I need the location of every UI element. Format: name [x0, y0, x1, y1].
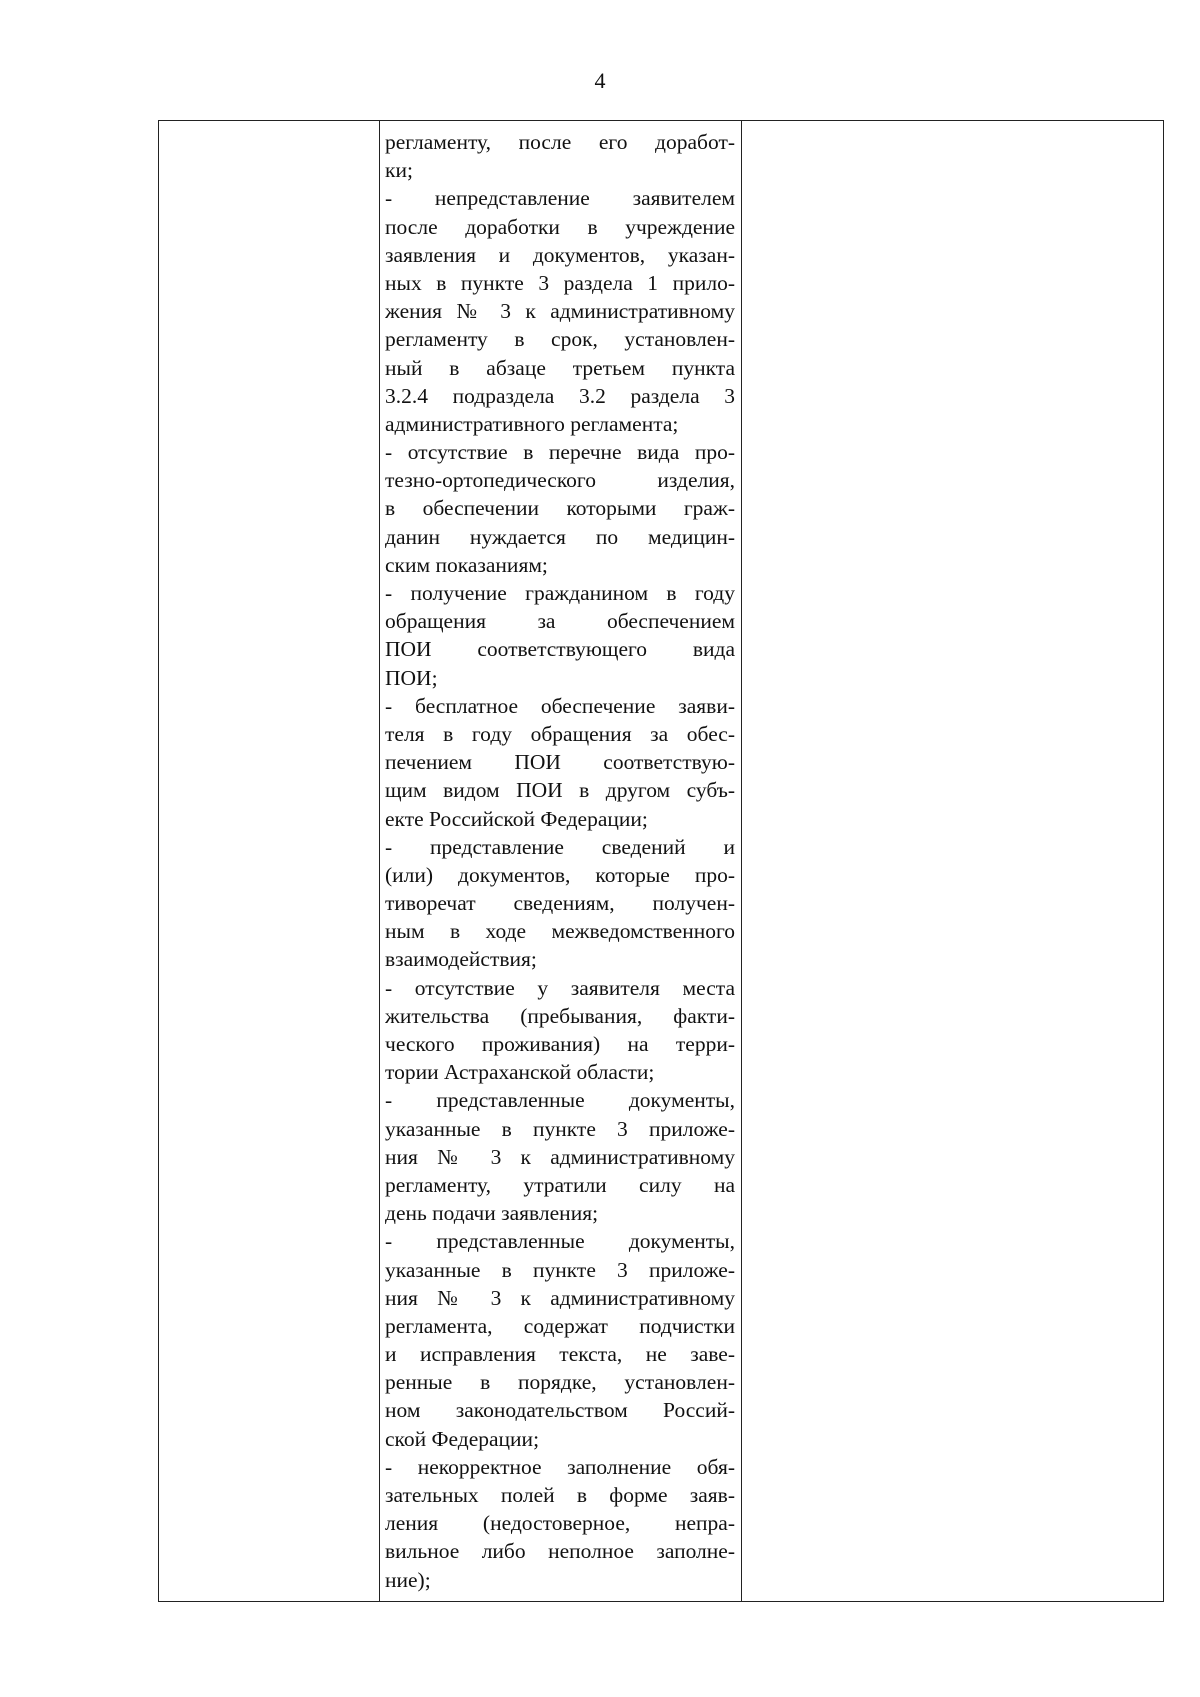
text-line: теля в году обращения за обес-: [385, 721, 735, 746]
text-line: указанные в пункте 3 приложе-: [385, 1116, 735, 1141]
text-line: тории Астраханской области;: [385, 1060, 655, 1085]
text-line: ным в ходе межведомственного: [385, 919, 735, 944]
text-line: ления (недостоверное, непра-: [385, 1511, 735, 1536]
text-line: административного регламента;: [385, 411, 679, 436]
text-line: жения № 3 к административному: [385, 299, 735, 324]
text-line: после доработки в учреждение: [385, 214, 735, 239]
text-line: обращения за обеспечением: [385, 609, 735, 634]
text-line: ским показаниям;: [385, 552, 548, 577]
text-line: регламенту, утратили силу на: [385, 1172, 735, 1197]
text-line: ской Федерации;: [385, 1426, 540, 1451]
text-line: взаимодействия;: [385, 947, 537, 972]
text-line: ПОИ;: [385, 665, 438, 690]
text-line: щим видом ПОИ в другом субъ-: [385, 778, 735, 803]
text-line: зательных полей в форме заяв-: [385, 1483, 735, 1507]
text-line: день подачи заявления;: [385, 1201, 599, 1226]
text-line: регламенту в срок, установлен-: [385, 327, 735, 352]
text-line: - некорректное заполнение обя-: [385, 1454, 735, 1479]
column-divider-right: [741, 121, 742, 1601]
text-line: екте Российской Федерации;: [385, 806, 648, 831]
document-table: [158, 120, 1164, 1602]
text-line: ПОИ соответствующего вида: [385, 637, 735, 662]
text-line: ния № 3 к административному: [385, 1285, 735, 1310]
text-line: регламента, содержат подчистки: [385, 1313, 735, 1338]
text-line: - представленные документы,: [385, 1088, 735, 1113]
text-line: (или) документов, которые про-: [385, 862, 735, 887]
text-line: ки;: [385, 158, 413, 183]
text-line: ческого проживания) на терри-: [385, 1032, 735, 1056]
text-line: жительства (пребывания, факти-: [385, 1003, 735, 1028]
table-cell-middle-text: [385, 128, 735, 1594]
text-line: заявления и документов, указан-: [385, 242, 735, 267]
text-line: ние);: [385, 1567, 431, 1592]
text-line: ных в пункте 3 раздела 1 прило-: [385, 270, 735, 295]
text-line: тиворечат сведениям, получен-: [385, 891, 735, 916]
text-line: ном законодательством Россий-: [385, 1398, 735, 1423]
column-divider-left: [379, 121, 380, 1601]
text-line: ный в абзаце третьем пункта: [385, 355, 735, 380]
text-line: - отсутствие у заявителя места: [385, 975, 735, 1000]
text-line: регламенту, после его доработ-: [385, 130, 735, 154]
text-line: вильное либо неполное заполне-: [385, 1539, 735, 1564]
text-line: - получение гражданином в году: [385, 581, 735, 605]
text-line: ния № 3 к административному: [385, 1144, 735, 1169]
text-line: 3.2.4 подраздела 3.2 раздела 3: [385, 383, 735, 408]
text-line: - представление сведений и: [385, 834, 735, 859]
text-line: данин нуждается по медицин-: [385, 524, 735, 549]
text-line: - бесплатное обеспечение заяви-: [385, 693, 735, 718]
text-line: печением ПОИ соответствую-: [385, 750, 735, 775]
text-line: - непредставление заявителем: [385, 186, 735, 211]
text-line: и исправления текста, не заве-: [385, 1342, 735, 1367]
text-line: тезно-ортопедического изделия,: [385, 468, 735, 493]
text-line: - отсутствие в перечне вида про-: [385, 440, 735, 465]
text-line: - представленные документы,: [385, 1229, 735, 1254]
text-line: ренные в порядке, установлен-: [385, 1370, 735, 1395]
text-line: указанные в пункте 3 приложе-: [385, 1257, 735, 1282]
page-number: 4: [594, 68, 606, 93]
text-line: в обеспечении которыми граж-: [385, 496, 735, 521]
